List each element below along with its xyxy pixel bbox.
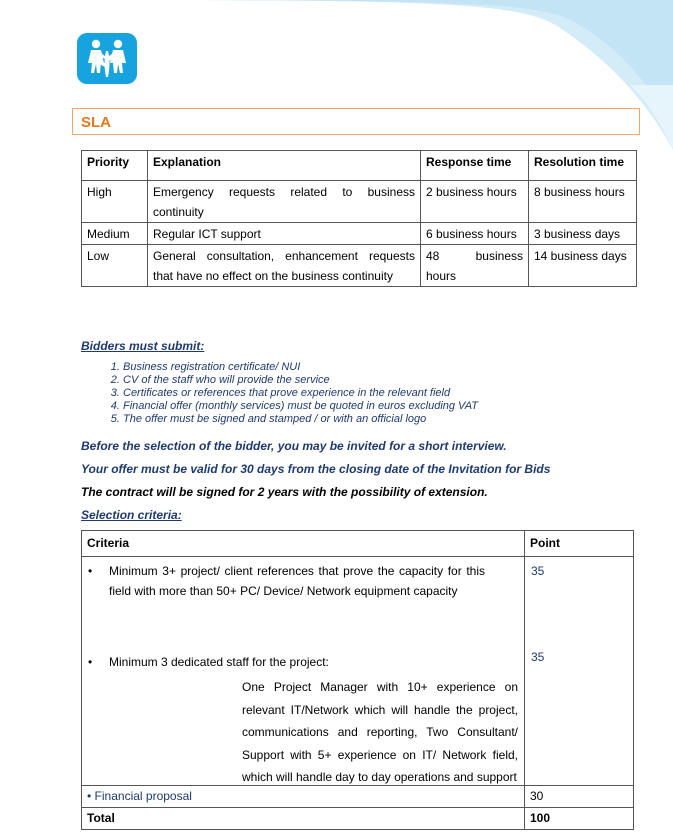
sla-explanation-cell: General consultation, enhancement requests that have no effect on the business continuity [148,245,421,287]
list-item: 5. The offer must be signed and stamped / or with an official logo [123,413,643,426]
table-row [82,786,634,808]
selection-criteria-title: Selection criteria: [81,508,182,522]
sla-resolution-cell: 3 business days [529,223,637,245]
criterion-staff-text: Minimum 3 dedicated staff for the project: [109,655,329,669]
total-label: Total [82,808,525,830]
sla-header-explanation: Explanation [148,151,421,181]
bullet-icon: • [88,564,93,578]
criterion-references-text: Minimum 3+ project/ client references that prove the capacity for this field with more than 50+ PC/ Device/ Network equipment capacity [109,564,485,598]
interview-note: Before the selection of the bidder, you may be invited for a short interview. [81,439,507,453]
point-header: Point [525,531,634,557]
sla-section-header [72,108,640,135]
financial-proposal-point: 30 [525,786,634,808]
financial-proposal-label: Financial proposal [94,789,192,803]
criteria-header-row [82,531,634,557]
sla-resolution-cell: 14 business days [529,245,637,287]
criterion-staff-details: One Project Manager with 10+ experience on relevant IT/Network which will handle the project, communications and reporting, Two Consultant/ Support with 5+ experience on IT/ Network field, which will handle day to day operations and support [242,680,518,784]
sla-response-cell: 2 business hours [421,181,529,223]
organization-logo [77,33,137,84]
list-item: 1. Business registration certificate/ NUI [123,361,643,374]
list-item: 4. Financial offer (monthly services) must be quoted in euros excluding VAT [123,400,643,413]
bullet-icon: • [88,655,93,669]
sla-header-priority: Priority [82,151,148,181]
sla-explanation-cell: Regular ICT support [148,223,421,245]
validity-note: Your offer must be valid for 30 days from the closing date of the Invitation for Bids [81,462,551,476]
sla-header-resolution: Resolution time [529,151,637,181]
bullet-icon: • [87,789,92,803]
sla-priority-cell: Low [82,245,148,287]
point-references: 35 [531,564,545,578]
sla-response-cell: 6 business hours [421,223,529,245]
table-row [82,223,637,245]
list-item: 3. Certificates or references that prove experience in the relevant field [123,387,643,400]
sla-priority-cell: High [82,181,148,223]
sla-title: SLA [81,114,111,131]
children-logo-icon [77,33,137,84]
contract-note: The contract will be signed for 2 years with the possibility of extension. [81,485,488,499]
table-row [82,808,634,830]
sla-table [81,150,637,287]
table-row [82,181,637,223]
table-row [82,557,634,786]
sla-resolution-cell: 8 business hours [529,181,637,223]
points-cell [525,557,634,786]
selection-criteria-table [81,530,634,830]
point-staff: 35 [531,650,545,664]
financial-proposal-cell [82,786,525,808]
bidders-list [81,361,643,426]
sla-priority-cell: Medium [82,223,148,245]
criteria-cell [82,557,525,786]
sla-explanation-cell: Emergency requests related to business continuity [148,181,421,223]
total-point: 100 [525,808,634,830]
table-row [82,245,637,287]
sla-response-cell: 48 business hours [421,245,529,287]
sla-header-response: Response time [421,151,529,181]
list-item: 2. CV of the staff who will provide the service [123,374,643,387]
criteria-header: Criteria [82,531,525,557]
sla-table-header-row [82,151,637,181]
bidders-title: Bidders must submit: [81,339,205,353]
